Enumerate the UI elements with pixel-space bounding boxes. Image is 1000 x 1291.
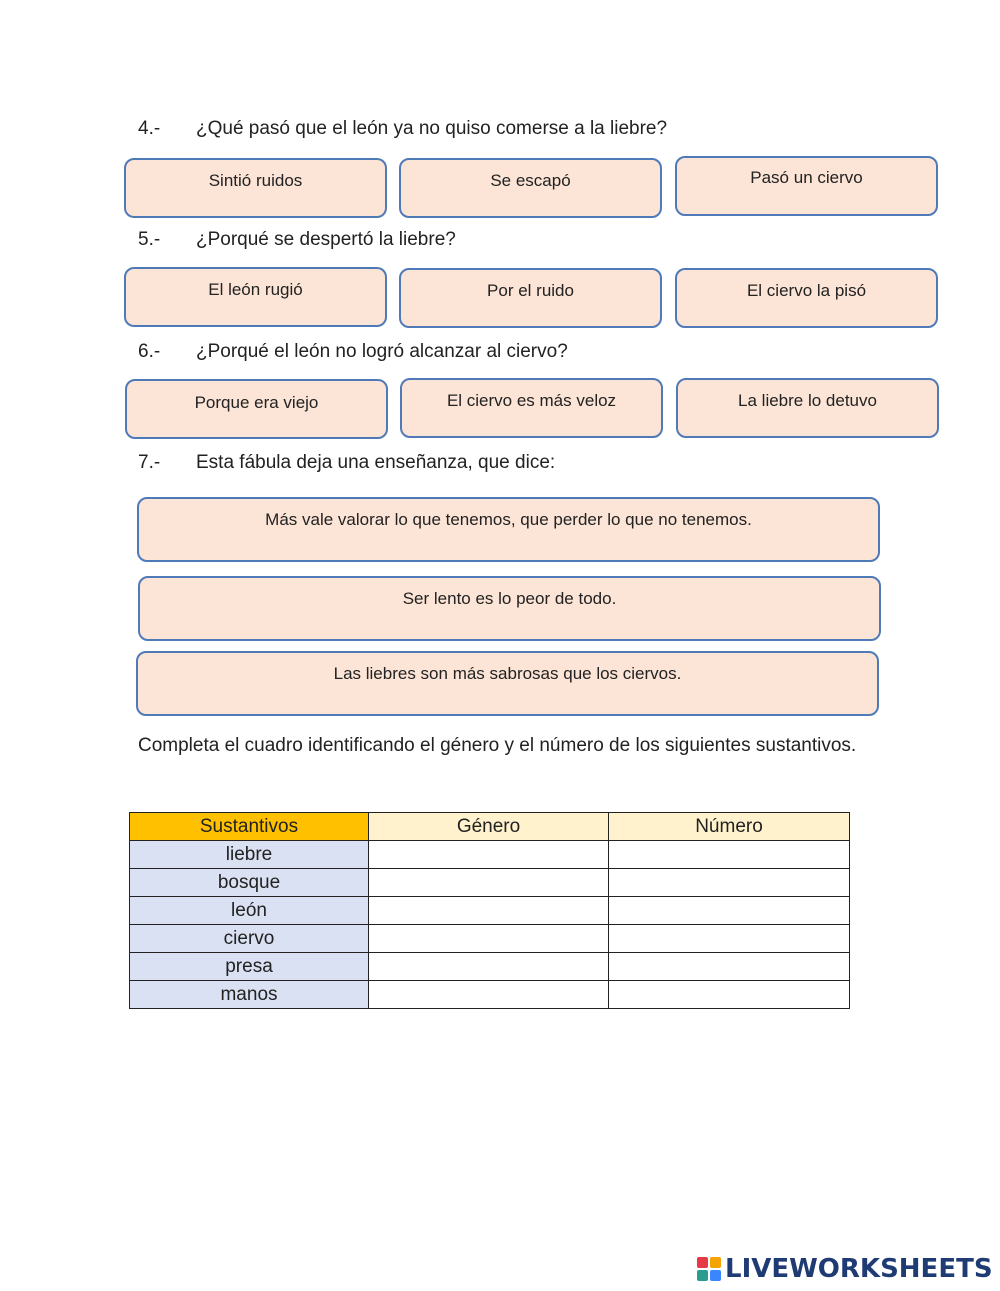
- genero-input-cell[interactable]: [369, 869, 609, 897]
- option-label: Por el ruido: [487, 281, 574, 300]
- numero-input-cell[interactable]: [609, 953, 850, 981]
- noun-cell: presa: [130, 953, 369, 981]
- header-genero: Género: [369, 813, 609, 841]
- table-header-row: [130, 813, 850, 841]
- numero-input-cell[interactable]: [609, 841, 850, 869]
- question-number: 5.-: [138, 229, 161, 250]
- answer-option-7a[interactable]: [137, 497, 880, 562]
- answer-option-4c[interactable]: [675, 156, 938, 216]
- table-row: [130, 869, 850, 897]
- question-number: 6.-: [138, 341, 161, 362]
- option-label: El león rugió: [208, 280, 303, 299]
- noun-cell: ciervo: [130, 925, 369, 953]
- noun-table: [129, 812, 850, 1009]
- genero-input-cell[interactable]: [369, 925, 609, 953]
- table-row: [130, 981, 850, 1009]
- question-text: Esta fábula deja una enseñanza, que dice:: [196, 452, 556, 473]
- liveworksheets-logo: [697, 1254, 993, 1284]
- numero-input-cell[interactable]: [609, 925, 850, 953]
- question-4: [138, 118, 667, 140]
- answer-option-5b[interactable]: [399, 268, 662, 328]
- question-text: ¿Porqué el león no logró alcanzar al ciervo?: [196, 341, 568, 362]
- option-label: La liebre lo detuvo: [738, 391, 877, 410]
- option-label: Se escapó: [490, 171, 571, 190]
- table-row: [130, 841, 850, 869]
- answer-option-5a[interactable]: [124, 267, 387, 327]
- question-number: 7.-: [138, 452, 161, 473]
- option-label: Las liebres son más sabrosas que los ciervos.: [333, 664, 682, 683]
- question-number: 4.-: [138, 118, 161, 139]
- genero-input-cell[interactable]: [369, 981, 609, 1009]
- table-row: [130, 925, 850, 953]
- question-6: [138, 341, 568, 363]
- noun-cell: bosque: [130, 869, 369, 897]
- answer-option-7c[interactable]: [136, 651, 879, 716]
- answer-option-4b[interactable]: [399, 158, 662, 218]
- question-5: [138, 229, 456, 251]
- answer-option-7b[interactable]: [138, 576, 881, 641]
- answer-option-6b[interactable]: [400, 378, 663, 438]
- question-7: [138, 452, 555, 474]
- liveworksheets-logo-icon: [697, 1257, 721, 1281]
- question-text: ¿Qué pasó que el león ya no quiso comerse a la liebre?: [196, 118, 668, 139]
- numero-input-cell[interactable]: [609, 897, 850, 925]
- option-label: Ser lento es lo peor de todo.: [402, 589, 617, 608]
- option-label: El ciervo es más veloz: [446, 391, 617, 410]
- option-label: Más vale valorar lo que tenemos, que perder lo que no tenemos.: [265, 510, 752, 529]
- noun-cell: liebre: [130, 841, 369, 869]
- answer-option-6a[interactable]: [125, 379, 388, 439]
- option-label: Porque era viejo: [194, 393, 319, 412]
- option-label: El ciervo la pisó: [746, 281, 867, 300]
- answer-option-6c[interactable]: [676, 378, 939, 438]
- genero-input-cell[interactable]: [369, 953, 609, 981]
- option-label: Pasó un ciervo: [750, 168, 863, 187]
- noun-cell: león: [130, 897, 369, 925]
- answer-option-4a[interactable]: [124, 158, 387, 218]
- logo-text: LIVEWORKSHEETS: [725, 1254, 993, 1284]
- noun-cell: manos: [130, 981, 369, 1009]
- numero-input-cell[interactable]: [609, 981, 850, 1009]
- answer-option-5c[interactable]: [675, 268, 938, 328]
- header-numero: Número: [609, 813, 850, 841]
- numero-input-cell[interactable]: [609, 869, 850, 897]
- genero-input-cell[interactable]: [369, 897, 609, 925]
- genero-input-cell[interactable]: [369, 841, 609, 869]
- option-label: Sintió ruidos: [208, 171, 303, 190]
- table-instruction: Completa el cuadro identificando el género y el número de los siguientes sustantivos.: [138, 735, 857, 756]
- question-text: ¿Porqué se despertó la liebre?: [196, 229, 456, 250]
- table-row: [130, 953, 850, 981]
- table-row: [130, 897, 850, 925]
- header-sustantivos: Sustantivos: [130, 813, 369, 841]
